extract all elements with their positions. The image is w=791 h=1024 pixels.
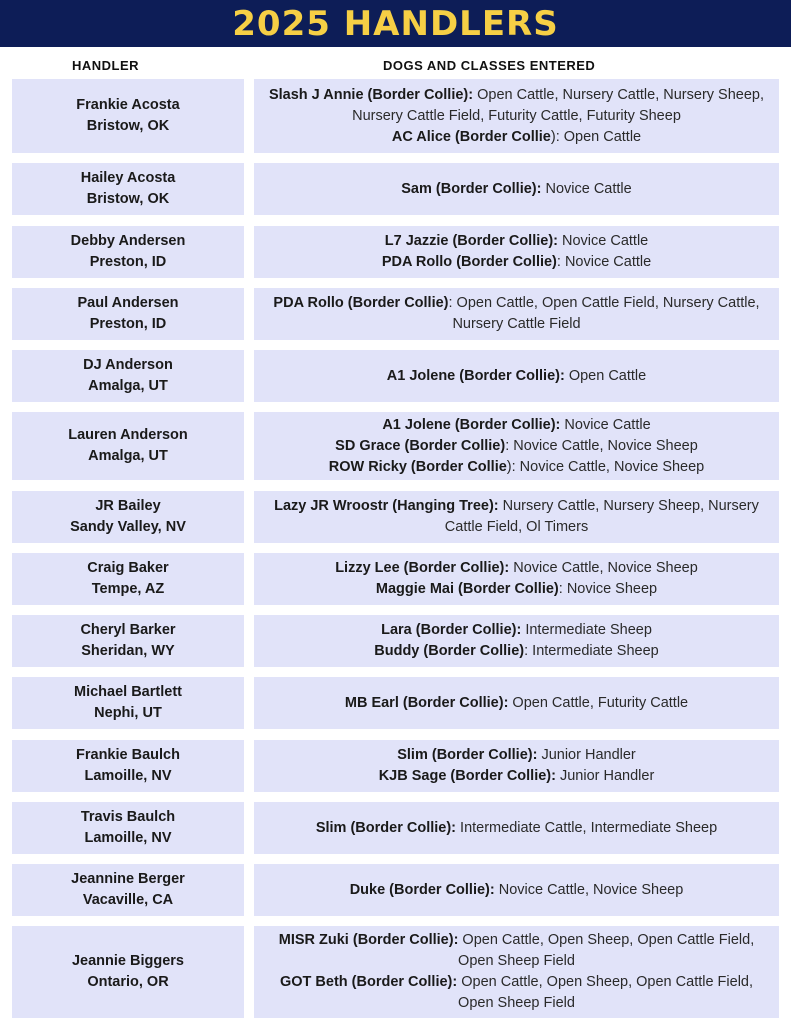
table-row: [12, 491, 779, 543]
table-row: [12, 163, 779, 215]
dog-entry: [262, 930, 771, 972]
dog-classes: Novice Cattle: [557, 233, 649, 249]
handler-location: Tempe, AZ: [91, 581, 165, 597]
dog-entry: [335, 558, 698, 579]
dogs-cell: [254, 615, 779, 667]
handler-name: Cheryl Barker: [80, 622, 176, 638]
dog-classes: Junior Handler: [537, 747, 636, 763]
dog-classes: Junior Handler: [555, 768, 655, 784]
dogs-cell: [254, 79, 779, 153]
dog-classes: Open Cattle, Nursery Cattle, Nursery Sheep, Nursery Cattle Field, Futurity Cattle, Futurity Sheep: [352, 86, 765, 124]
handler-name: Michael Bartlett: [74, 684, 182, 700]
handler-location: Amalga, UT: [88, 448, 168, 464]
handler-name: Jeannie Biggers: [71, 953, 184, 969]
dog-name: PDA Rollo (Border Collie): [273, 295, 449, 311]
dog-classes: : Intermediate Sheep: [524, 643, 659, 659]
dog-entry: [374, 641, 658, 662]
dog-name: Maggie Mai (Border Collie): [375, 581, 559, 597]
handler-name: Craig Baker: [87, 560, 169, 576]
dog-entry: [329, 457, 705, 478]
dog-classes: ): Novice Cattle, Novice Sheep: [506, 458, 705, 475]
handler-cell: [12, 288, 244, 340]
dog-name: AC Alice (Border Collie: [391, 128, 551, 145]
handler-location: Amalga, UT: [88, 378, 168, 394]
dog-classes: : Novice Cattle: [556, 254, 652, 270]
handler-cell: [12, 350, 244, 402]
handler-name: Travis Baulch: [80, 809, 176, 825]
table-row: [12, 802, 779, 854]
handler-location: Lamoille, NV: [84, 830, 172, 846]
handler-location: Bristow, OK: [86, 118, 170, 134]
handler-cell: [12, 491, 244, 543]
handler-name: Jeannine Berger: [71, 871, 185, 887]
table-row: [12, 677, 779, 729]
handler-name: Lauren Anderson: [68, 427, 188, 443]
dogs-cell: [254, 288, 779, 340]
dogs-cell: [254, 412, 779, 480]
dog-name: Lazy JR Wroostr (Hanging Tree):: [274, 498, 499, 514]
handler-cell: [12, 740, 244, 792]
handler-name: Paul Andersen: [77, 295, 179, 311]
handler-location: Preston, ID: [89, 316, 167, 332]
dog-name: SD Grace (Border Collie): [335, 437, 506, 454]
dog-name: Lizzy Lee (Border Collie):: [335, 560, 510, 576]
dog-name: MB Earl (Border Collie):: [344, 694, 509, 711]
handler-cell: [12, 163, 244, 215]
handler-cell: [12, 412, 244, 480]
handler-name: Debby Andersen: [70, 233, 186, 249]
handler-location: Nephi, UT: [94, 705, 162, 721]
dog-name: L7 Jazzie (Border Collie):: [384, 233, 558, 249]
dog-classes: Novice Cattle, Novice Sheep: [494, 881, 684, 898]
dogs-cell: [254, 802, 779, 854]
dog-entry: [350, 880, 684, 901]
column-header-handler: HANDLER: [72, 58, 140, 73]
handler-cell: [12, 926, 244, 1018]
dog-entry: [392, 127, 641, 148]
dog-classes: Nursery Cattle, Nursery Sheep, Nursery Cattle Field, Ol Timers: [444, 498, 759, 535]
dog-name: Lara (Border Collie):: [381, 622, 522, 638]
handler-cell: [12, 553, 244, 605]
table-row: [12, 288, 779, 340]
dog-name: Buddy (Border Collie): [374, 643, 525, 659]
dog-entry: [376, 579, 657, 600]
dogs-cell: [254, 553, 779, 605]
handler-name: Frankie Acosta: [76, 97, 180, 113]
dog-classes: Intermediate Sheep: [521, 622, 652, 638]
handler-cell: [12, 79, 244, 153]
dog-name: Duke (Border Collie):: [349, 881, 495, 898]
dog-classes: Open Cattle, Open Sheep, Open Cattle Field, Open Sheep Field: [457, 974, 754, 1011]
handler-location: Sandy Valley, NV: [70, 519, 186, 535]
dog-classes: ): Open Cattle: [550, 128, 642, 145]
handler-cell: [12, 615, 244, 667]
handler-location: Preston, ID: [89, 254, 167, 270]
dog-classes: Open Cattle, Futurity Cattle: [508, 694, 689, 711]
dogs-cell: [254, 163, 779, 215]
dog-name: GOT Beth (Border Collie):: [279, 974, 458, 990]
column-header-dogs: DOGS AND CLASSES ENTERED: [383, 58, 596, 73]
handler-cell: [12, 226, 244, 278]
dog-classes: : Open Cattle, Open Cattle Field, Nursery Cattle, Nursery Cattle Field: [448, 295, 760, 332]
dog-entry: [387, 366, 646, 387]
dog-entry: [262, 972, 771, 1014]
dog-name: Slim (Border Collie):: [397, 747, 538, 763]
dog-name: MISR Zuki (Border Collie):: [278, 932, 459, 948]
table-row: [12, 350, 779, 402]
dog-entry: [381, 620, 652, 641]
dog-classes: Novice Cattle: [560, 416, 651, 433]
table-row: [12, 553, 779, 605]
handler-name: JR Bailey: [95, 498, 161, 514]
handler-location: Lamoille, NV: [84, 768, 172, 784]
dog-entry: [335, 436, 698, 457]
dogs-cell: [254, 350, 779, 402]
dog-entry: [345, 693, 688, 714]
table-row: [12, 615, 779, 667]
handler-location: Sheridan, WY: [81, 643, 175, 659]
handler-cell: [12, 864, 244, 916]
handler-location: Bristow, OK: [86, 191, 170, 207]
dog-name: ROW Ricky (Border Collie: [328, 458, 507, 475]
dog-name: PDA Rollo (Border Collie): [381, 254, 557, 270]
table-row: [12, 226, 779, 278]
dog-name: Slash J Annie (Border Collie):: [268, 86, 474, 103]
table-row: [12, 864, 779, 916]
dog-classes: Novice Cattle, Novice Sheep: [509, 560, 698, 576]
handler-location: Vacaville, CA: [82, 892, 174, 908]
dog-entry: [262, 293, 771, 335]
dog-classes: : Novice Cattle, Novice Sheep: [505, 437, 698, 454]
dog-entry: [262, 496, 771, 538]
handler-cell: [12, 802, 244, 854]
dogs-cell: [254, 740, 779, 792]
table-row: [12, 79, 779, 153]
dogs-cell: [254, 226, 779, 278]
dog-classes: : Novice Sheep: [558, 581, 658, 597]
dog-name: Slim (Border Collie):: [315, 819, 457, 836]
dogs-cell: [254, 926, 779, 1018]
dog-entry: [382, 252, 651, 273]
dog-classes: Open Cattle: [564, 367, 647, 384]
dog-entry: [385, 231, 649, 252]
dog-name: KJB Sage (Border Collie):: [378, 768, 556, 784]
dog-entry: [397, 745, 636, 766]
table-row: [12, 926, 779, 1018]
handler-cell: [12, 677, 244, 729]
dogs-cell: [254, 491, 779, 543]
dogs-cell: [254, 864, 779, 916]
dog-name: A1 Jolene (Border Collie):: [386, 367, 565, 384]
dog-name: Sam (Border Collie):: [401, 180, 542, 197]
handler-name: DJ Anderson: [83, 357, 173, 373]
handler-name: Hailey Acosta: [80, 170, 176, 186]
dog-name: A1 Jolene (Border Collie):: [382, 416, 561, 433]
dog-entry: [379, 766, 655, 787]
dog-entry: [262, 85, 771, 127]
table-row: [12, 740, 779, 792]
dog-classes: Intermediate Cattle, Intermediate Sheep: [456, 819, 718, 836]
title-banner: [0, 0, 791, 47]
handler-name: Frankie Baulch: [76, 747, 180, 763]
table-row: [12, 412, 779, 480]
dog-classes: Novice Cattle: [541, 180, 632, 197]
dog-entry: [401, 179, 631, 200]
dog-entry: [316, 818, 717, 839]
dog-entry: [382, 415, 650, 436]
dogs-cell: [254, 677, 779, 729]
dog-classes: Open Cattle, Open Sheep, Open Cattle Field, Open Sheep Field: [458, 932, 755, 969]
handler-location: Ontario, OR: [87, 974, 169, 990]
page-title: 2025 HANDLERS: [232, 3, 559, 44]
